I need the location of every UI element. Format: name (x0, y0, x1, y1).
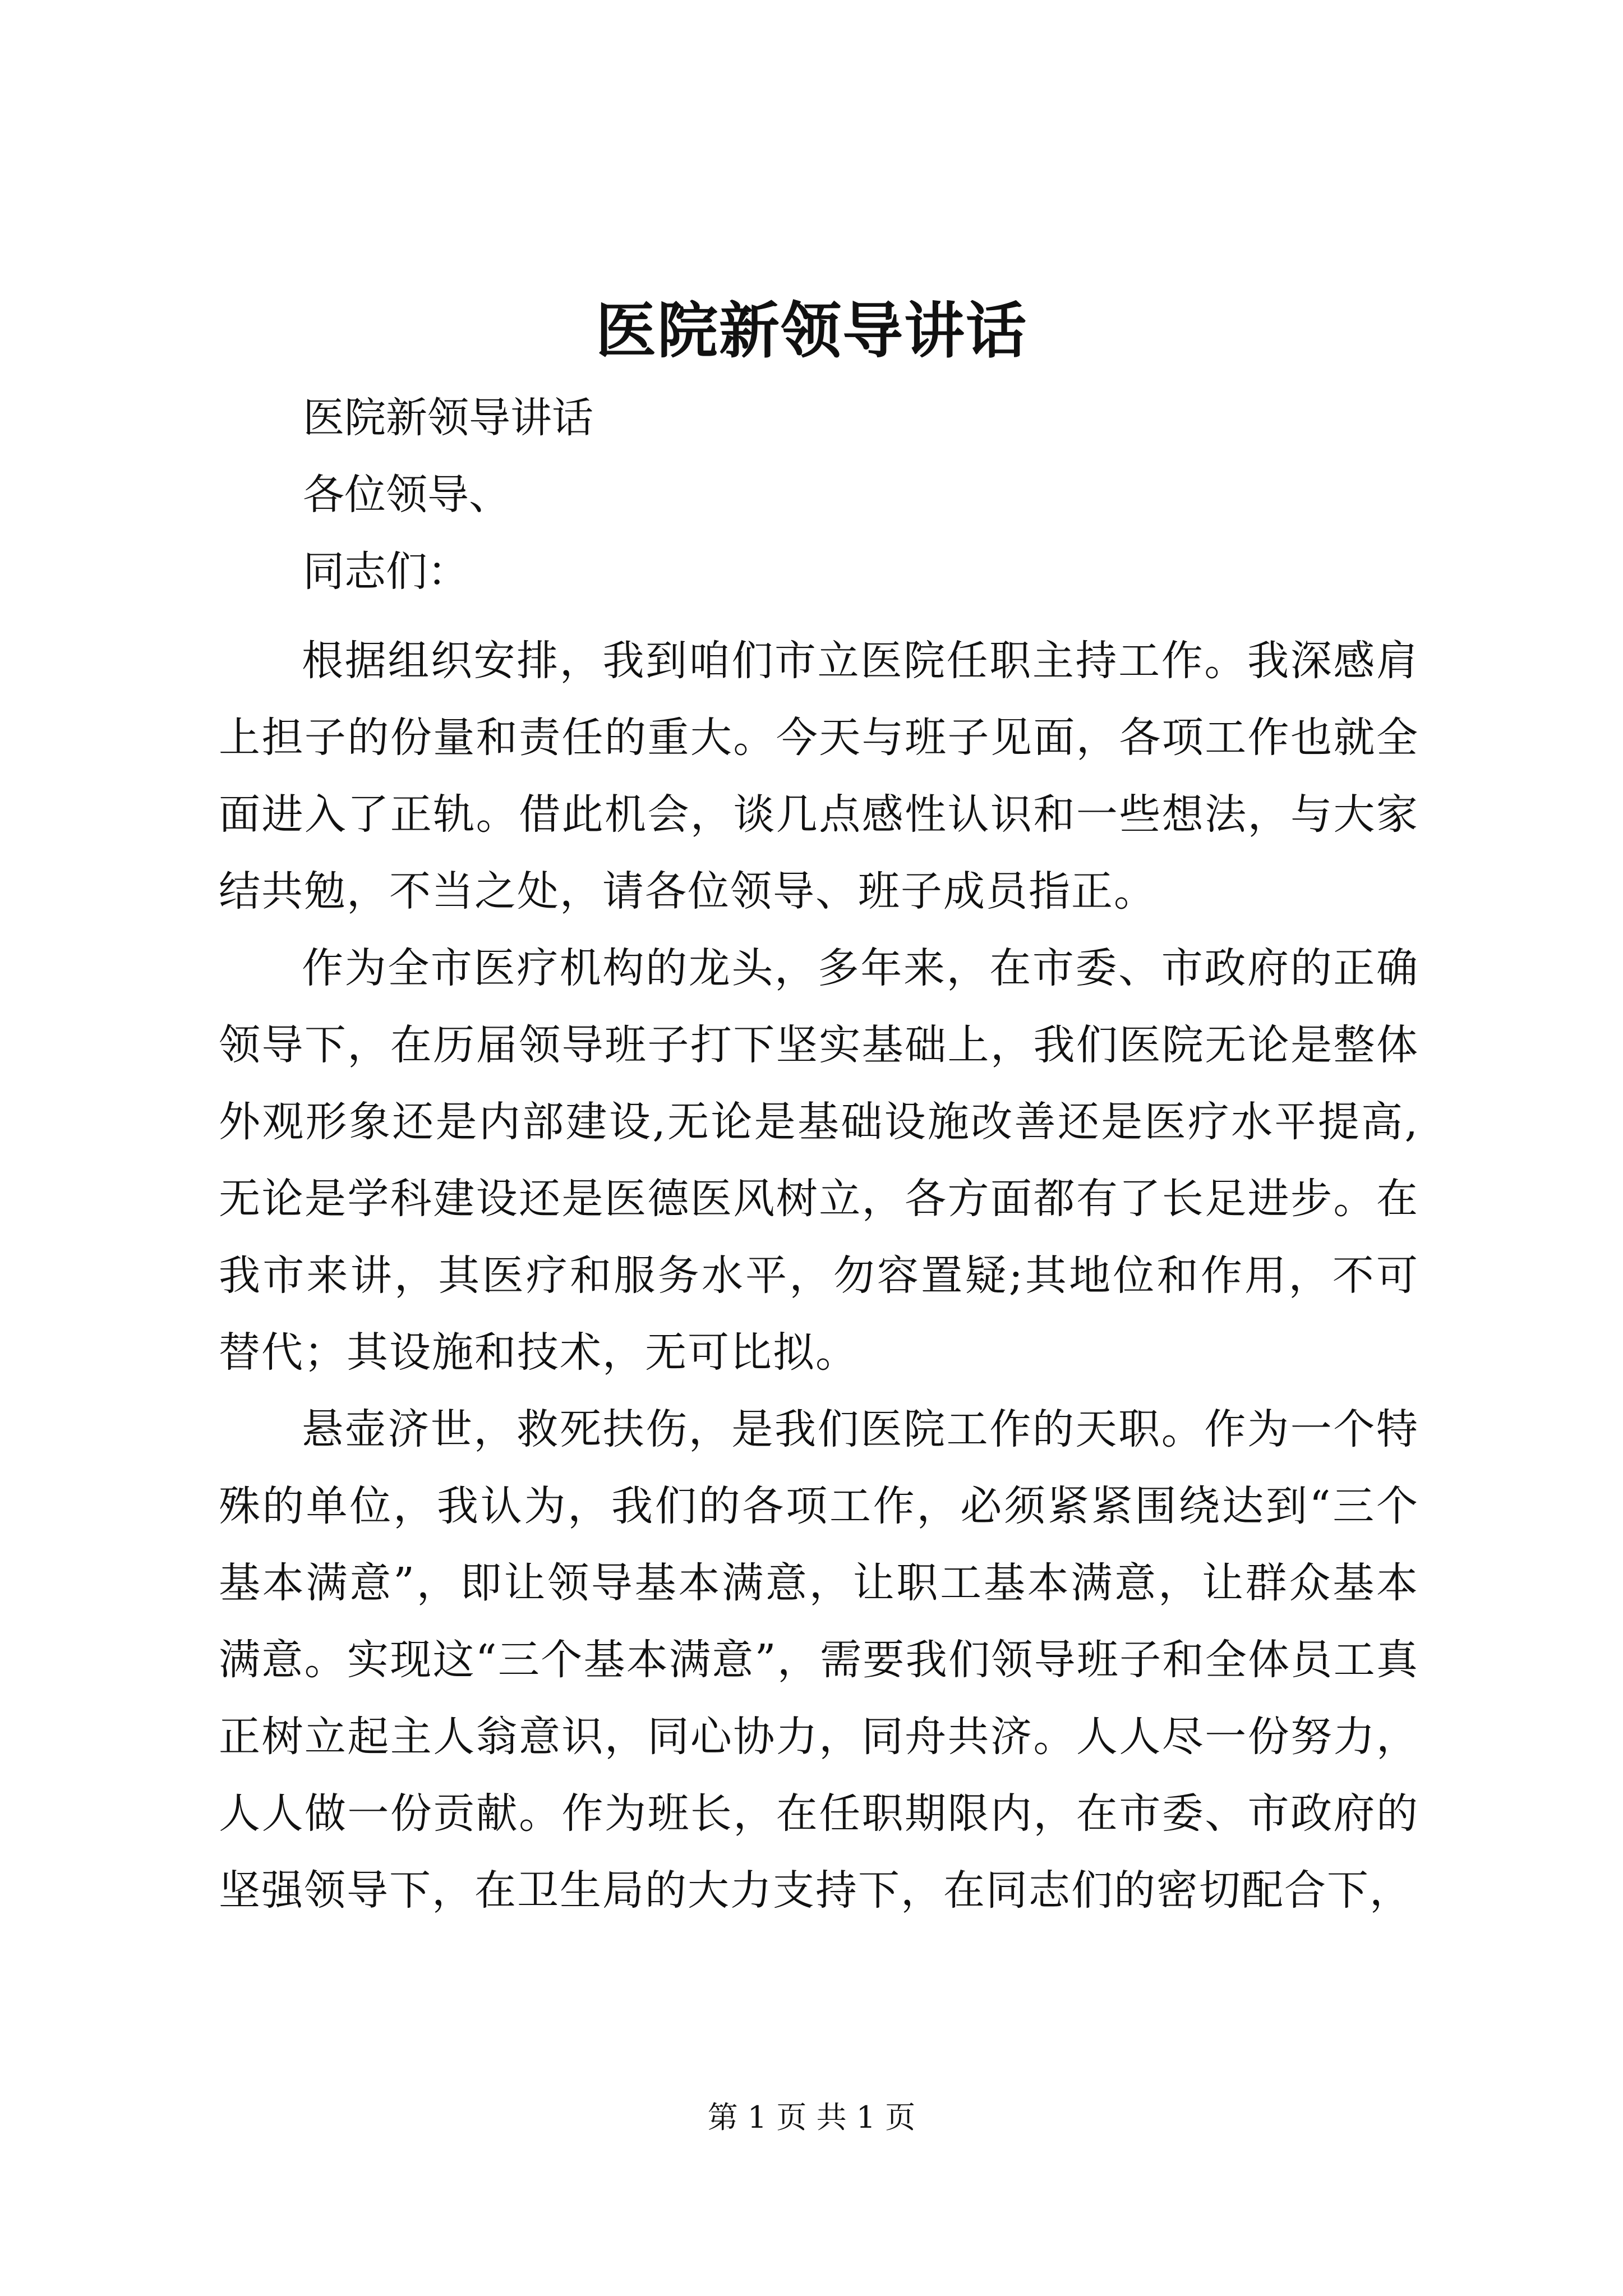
body-paragraph: 根据组织安排，我到咱们市立医院任职主持工作。我深感肩上担子的份量和责任的重大。今天与班子见面，各项工作也就全面进入了正轨。借此机会，谈几点感性认识和一些想法，与大家结共勉，不当之处，请各位领导、班子成员指正。 (219, 637, 1419, 915)
document-body (219, 623, 1419, 1929)
body-paragraph: 作为全市医疗机构的龙头，多年来，在市委、市政府的正确领导下，在历届领导班子打下坚实基础上，我们医院无论是整体外观形象还是内部建设,无论是基础设施改善还是医疗水平提高,无论是学科建设还是医德医风树立，各方面都有了长足进步。在我市来讲，其医疗和服务水平，勿容置疑;其地位和作用，不可替代；其设施和技术，无可比拟。 (219, 944, 1419, 1377)
page-footer: 第 1 页 共 1 页 (707, 2100, 916, 2135)
document-title: 医院新领导讲话 (595, 296, 1027, 366)
document-subtitle: 医院新领导讲话 (303, 394, 593, 442)
salutation-leaders: 各位领导、 (303, 471, 510, 519)
body-paragraph: 悬壶济世，救死扶伤，是我们医院工作的天职。作为一个特殊的单位，我认为，我们的各项工作，必须紧紧围绕达到“三个基本满意”，即让领导基本满意，让职工基本满意，让群众基本满意。实现这“三个基本满意”，需要我们领导班子和全体员工真正树立起主人翁意识，同心协力，同舟共济。人人尽一份努力，人人做一份贡献。作为班长，在任职期限内，在市委、市政府的坚强领导下，在卫生局的大力支持下，在同志们的密切配合下， (219, 1405, 1419, 1915)
salutation-comrades: 同志们： (303, 547, 469, 596)
